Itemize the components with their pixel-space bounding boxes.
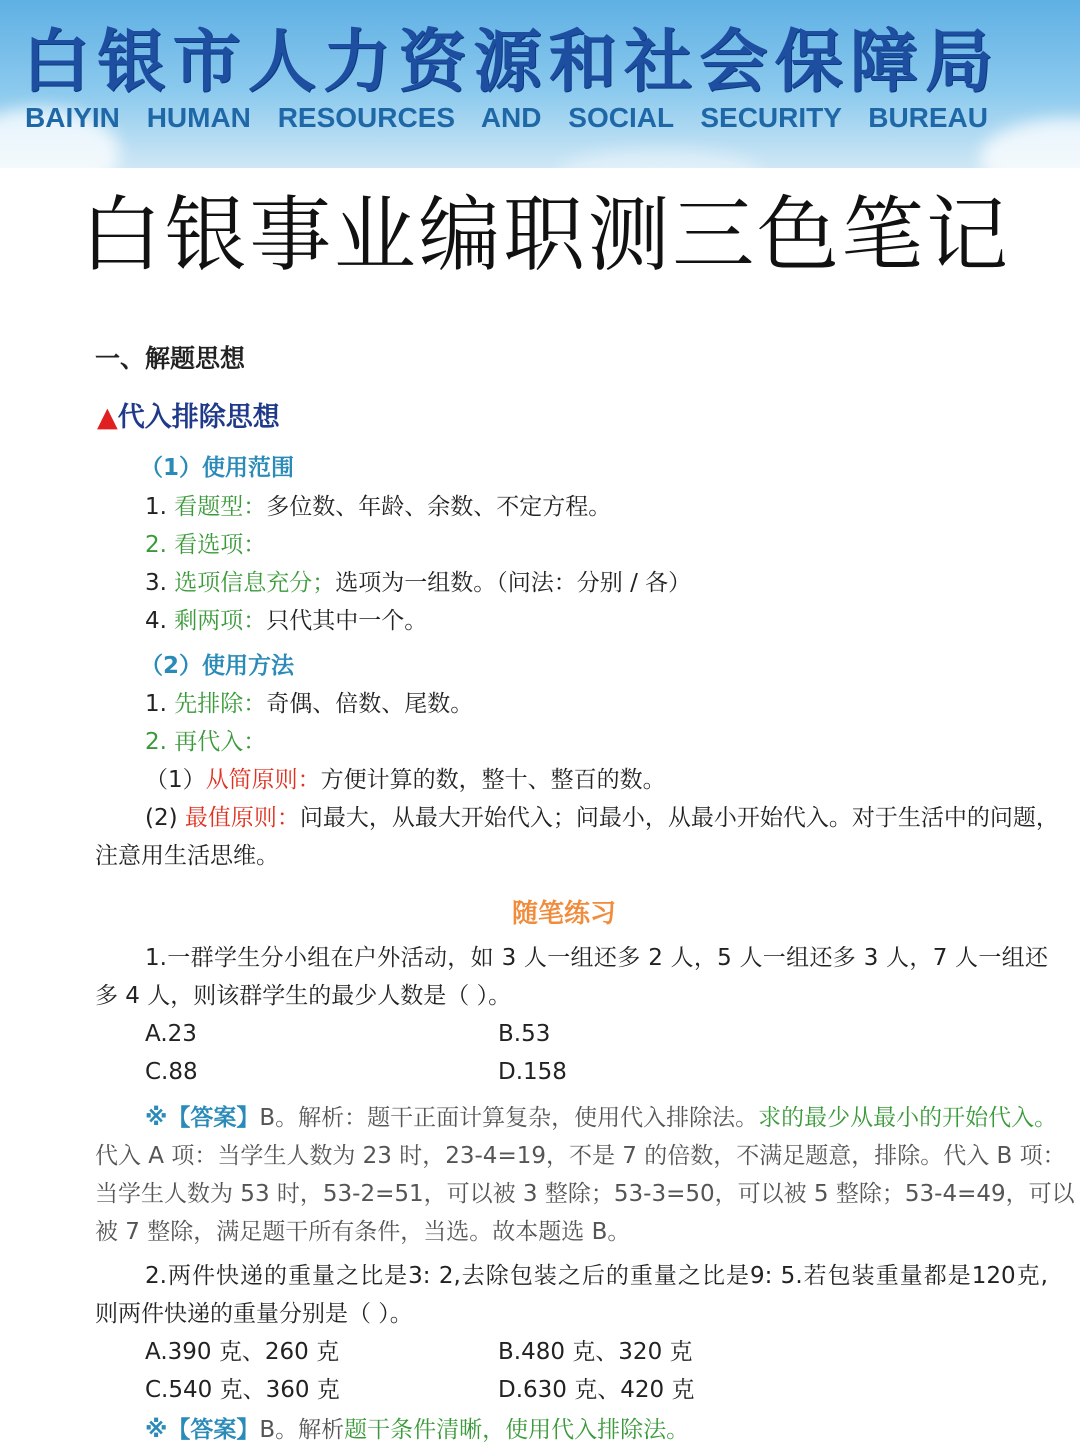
text-segment: (2) (145, 805, 185, 831)
text-segment: 奇偶、倍数、尾数。 (266, 691, 474, 717)
part2-heading: （2）使用方法 (140, 653, 295, 679)
text-segment: B。解析：题干正面计算复杂，使用代入排除法。 (259, 1105, 759, 1131)
text-segment: 被 7 整除，满足题干所有条件，当选。故本题选 B。 (95, 1219, 631, 1245)
text-segment: 只代其中一个。 (266, 608, 428, 634)
highlighted-text-segment: 题干条件清晰，使用代入排除法。 (344, 1417, 690, 1443)
highlighted-text-segment: 最值原则： (184, 805, 300, 831)
highlighted-text-segment: 2. 再代入： (145, 729, 267, 755)
text-line (498, 1336, 693, 1368)
part1-heading: （1）使用范围 (140, 455, 295, 481)
text-line (145, 605, 427, 637)
text-segment: 多 4 人，则该群学生的最少人数是（ ）。 (95, 983, 512, 1009)
highlighted-text-segment: 看题型： (174, 494, 267, 520)
text-segment: 方便计算的数，整十、整百的数。 (320, 767, 666, 793)
text-line (95, 1298, 413, 1330)
text-line (145, 1056, 198, 1088)
document-title: 白银事业编职测三色笔记 (80, 188, 1008, 283)
highlighted-text-segment: ※【答案】 (145, 1417, 260, 1443)
text-segment: C.88 (145, 1059, 198, 1085)
text-line (145, 529, 266, 561)
text-line (498, 1018, 550, 1050)
text-segment: B.480 克、320 克 (498, 1339, 693, 1365)
text-line (145, 491, 611, 523)
text-segment: 4. (145, 608, 175, 634)
text-segment: 1. (145, 691, 175, 717)
text-segment: A.23 (145, 1021, 197, 1047)
text-line (145, 942, 1048, 974)
highlighted-text-segment: 选项信息充分； (174, 570, 336, 596)
text-segment: 则两件快递的重量分别是（ ）。 (95, 1301, 413, 1327)
subsection-heading (97, 402, 280, 434)
text-line (95, 980, 511, 1012)
text-line (95, 840, 279, 872)
text-line (145, 688, 473, 720)
bureau-logo-title-cn: 白银市人力资源和社会保障局 (22, 22, 992, 102)
text-line (145, 1018, 197, 1050)
highlighted-text-segment: 2. 看选项： (145, 532, 267, 558)
text-segment: C.540 克、360 克 (145, 1377, 340, 1403)
text-line (95, 1140, 1066, 1172)
text-segment: 多位数、年龄、余数、不定方程。 (266, 494, 612, 520)
highlighted-text-segment: 先排除： (174, 691, 267, 717)
text-segment: D.158 (498, 1059, 567, 1085)
text-line (145, 1414, 689, 1446)
text-line (95, 1178, 1075, 1210)
triangle-marker-icon: ▲ (97, 402, 118, 433)
highlighted-text-segment: 剩两项： (174, 608, 267, 634)
practice-title: 随笔练习 (512, 899, 617, 929)
subsection-heading-text: 代入排除思想 (117, 402, 280, 433)
header-banner (0, 0, 1080, 168)
text-line (95, 1216, 630, 1248)
text-line (498, 1056, 567, 1088)
text-segment: 1.一群学生分小组在户外活动，如 3 人一组还多 2 人，5 人一组还多 3 人，7 人一组还 (145, 945, 1048, 971)
section-heading: 一、解题思想 (95, 344, 246, 373)
highlighted-text-segment: ※【答案】 (145, 1105, 260, 1131)
text-segment: （1） (145, 767, 206, 793)
text-line (145, 1102, 1058, 1134)
text-segment: B.53 (498, 1021, 551, 1047)
highlighted-text-segment: 求的最少从最小的开始代入。 (758, 1105, 1058, 1131)
text-segment: A.390 克、260 克 (145, 1339, 340, 1365)
text-segment: D.630 克、420 克 (498, 1377, 695, 1403)
text-line (145, 764, 666, 796)
text-line (145, 726, 266, 758)
text-segment: 代入 A 项：当学生人数为 23 时，23-4=19，不是 7 的倍数，不满足题意，排除。代入 B 项： (95, 1143, 1066, 1169)
text-line (498, 1374, 694, 1406)
text-line (145, 1374, 340, 1406)
text-segment: 注意用生活思维。 (95, 843, 279, 869)
bureau-logo-title-en: BAIYIN HUMAN RESOURCES AND SOCIAL SECURITY BUREAU (25, 102, 988, 133)
text-segment: 选项为一组数。（问法：分别 / 各） (335, 570, 692, 596)
text-line (145, 567, 691, 599)
text-line (145, 802, 1059, 834)
text-segment: 问最大，从最大开始代入；问最小，从最小开始代入。对于生活中的问题， (299, 805, 1059, 831)
text-line (145, 1336, 339, 1368)
text-segment: 当学生人数为 53 时，53-2=51，可以被 3 整除；53-3=50，可以被 5 整除；53-4=49，可以 (95, 1181, 1075, 1207)
text-segment: 3. (145, 570, 175, 596)
text-segment: 2.两件快递的重量之比是3: 2,去除包装之后的重量之比是9: 5.若包装重量都是120克, (145, 1263, 1048, 1289)
highlighted-text-segment: 从简原则： (205, 767, 321, 793)
text-segment: B。解析 (259, 1417, 345, 1443)
text-line (145, 1260, 1048, 1292)
text-segment: 1. (145, 494, 175, 520)
